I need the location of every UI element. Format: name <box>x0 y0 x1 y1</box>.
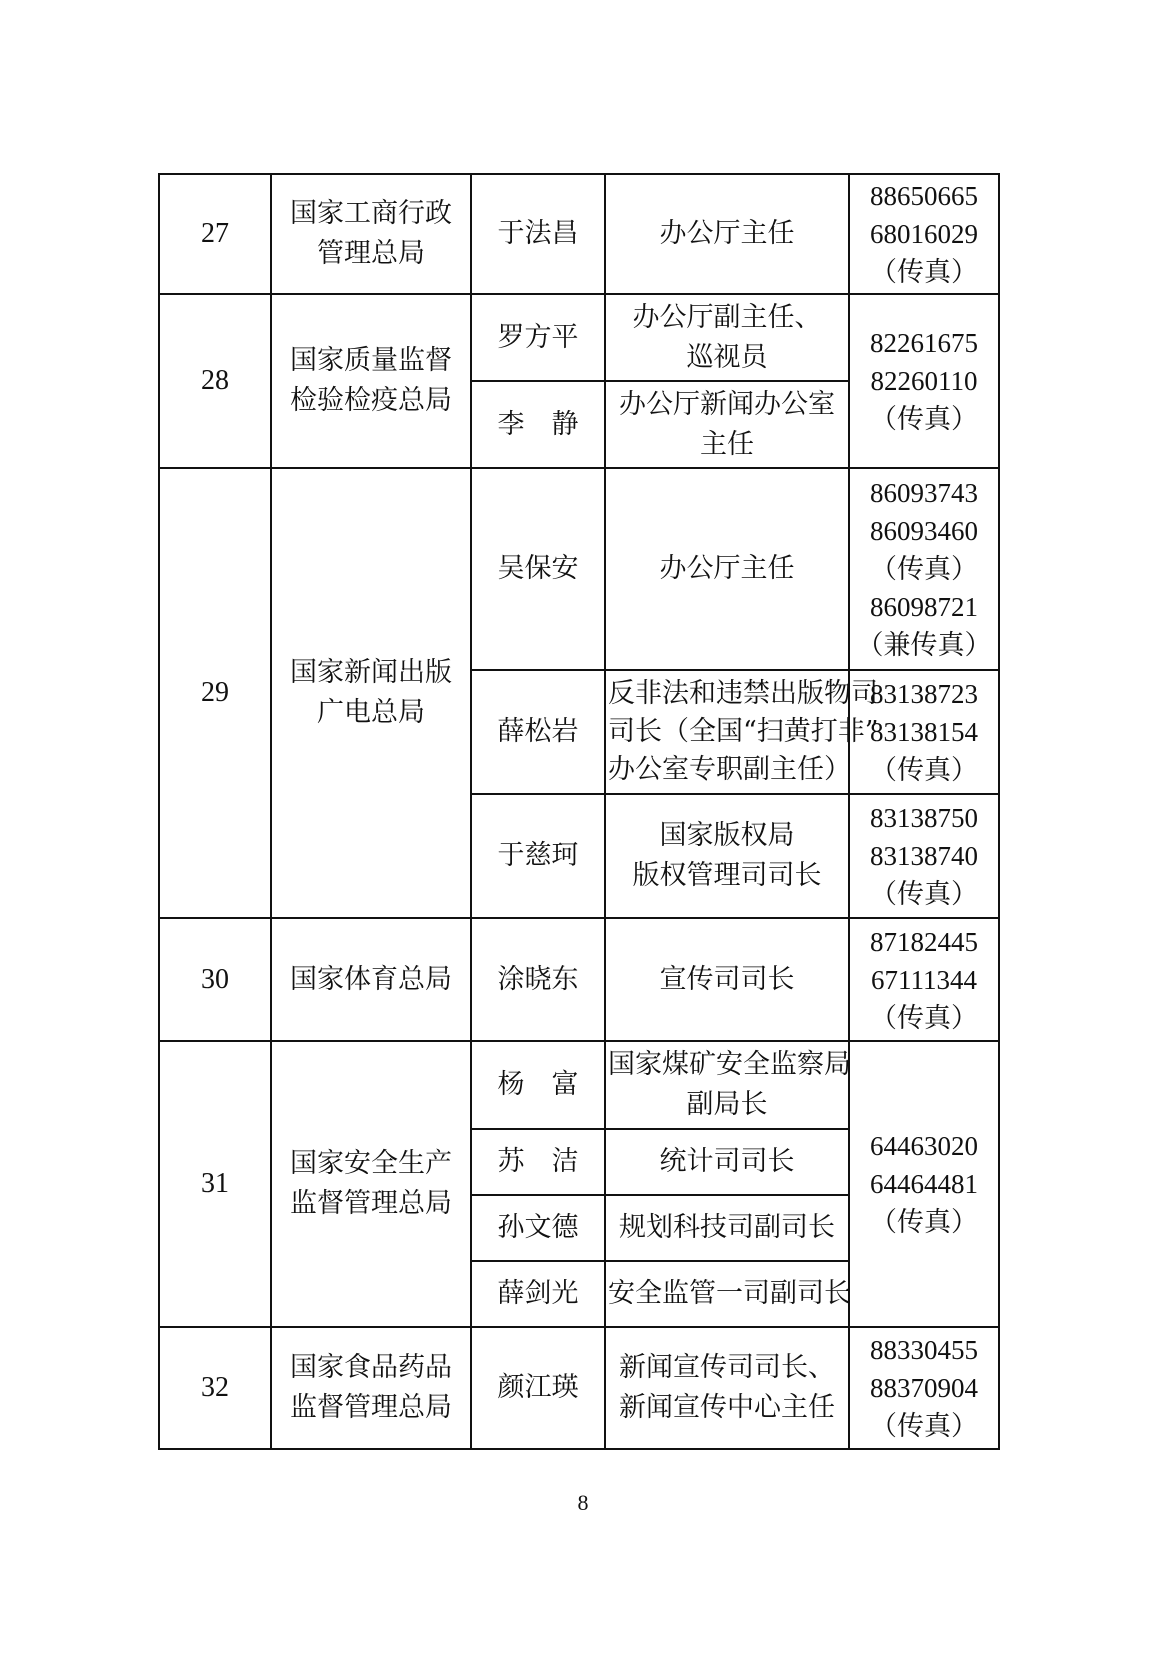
table-row <box>159 918 999 1041</box>
person-name: 于慈珂 <box>471 794 605 918</box>
contact-table <box>158 173 1000 1450</box>
title-line: 统计司司长 <box>659 1146 795 1177</box>
row-number: 32 <box>159 1327 271 1449</box>
person-name: 苏 洁 <box>471 1129 605 1195</box>
title-line: 新闻宣传中心主任 <box>619 1392 835 1423</box>
person-title <box>605 1327 849 1449</box>
phone-cell <box>849 294 999 468</box>
org-name <box>271 174 471 294</box>
phone-line: 83138740 <box>870 841 978 871</box>
phone-note: （传真） <box>870 879 978 909</box>
org-line: 国家工商行政 <box>290 198 452 229</box>
org-name <box>271 1041 471 1327</box>
org-name <box>271 468 471 918</box>
title-line: 办公室专职副主任） <box>608 754 851 785</box>
person-title <box>605 1195 849 1261</box>
phone-cell <box>849 794 999 918</box>
person-name: 孙文德 <box>471 1195 605 1261</box>
table-row <box>159 1041 999 1129</box>
org-line: 广电总局 <box>317 697 425 728</box>
person-name: 薛剑光 <box>471 1261 605 1327</box>
person-title <box>605 174 849 294</box>
table-row <box>159 468 999 670</box>
person-title <box>605 294 849 381</box>
org-line: 国家质量监督 <box>290 345 452 376</box>
phone-cell <box>849 468 999 670</box>
phone-line: 88330455 <box>870 1335 978 1365</box>
row-number: 29 <box>159 468 271 918</box>
person-name: 杨 富 <box>471 1041 605 1129</box>
person-name: 于法昌 <box>471 174 605 294</box>
title-line: 国家煤矿安全监察局 <box>608 1049 851 1080</box>
table-row <box>159 294 999 381</box>
org-name <box>271 918 471 1041</box>
person-title <box>605 468 849 670</box>
phone-note: （传真） <box>870 1411 978 1441</box>
phone-cell <box>849 670 999 794</box>
title-line: 版权管理司司长 <box>632 860 822 891</box>
org-line: 监督管理总局 <box>290 1392 452 1423</box>
title-line: 办公厅主任 <box>659 553 795 584</box>
phone-line: 67111344 <box>871 964 977 995</box>
title-line: 国家版权局 <box>659 820 795 851</box>
person-title <box>605 381 849 468</box>
title-line: 巡视员 <box>686 341 768 373</box>
person-name: 薛松岩 <box>471 670 605 794</box>
table-row <box>159 174 999 294</box>
org-name <box>271 1327 471 1449</box>
title-line: 司长（全国“扫黄打非” <box>608 716 879 747</box>
phone-line: 83138723 <box>870 679 978 709</box>
person-name: 李 静 <box>471 381 605 468</box>
person-title <box>605 670 879 794</box>
phone-line: 83138154 <box>870 717 978 747</box>
person-name: 吴保安 <box>471 468 605 670</box>
row-number: 30 <box>159 918 271 1041</box>
phone-cell <box>849 918 999 1041</box>
table-row <box>159 1327 999 1449</box>
phone-line: 88370904 <box>870 1373 978 1403</box>
person-title <box>605 1261 849 1327</box>
phone-line: 87182445 <box>870 926 978 957</box>
phone-line: 64464481 <box>870 1169 978 1199</box>
row-number: 27 <box>159 174 271 294</box>
phone-cell <box>849 1327 999 1449</box>
phone-line: 86098721 <box>870 592 978 622</box>
title-line: 宣传司司长 <box>659 963 795 995</box>
title-line: 办公厅新闻办公室 <box>619 388 835 420</box>
phone-line: 88650665 <box>870 181 978 211</box>
phone-line: 82260110 <box>870 366 978 396</box>
row-number: 28 <box>159 294 271 468</box>
title-line: 安全监管一司副司长 <box>608 1278 851 1309</box>
person-title <box>605 1129 849 1195</box>
org-line: 监督管理总局 <box>290 1188 452 1219</box>
phone-note: （传真） <box>870 554 978 584</box>
phone-note: （传真） <box>870 1207 978 1237</box>
row-number: 31 <box>159 1041 271 1327</box>
phone-line: 86093743 <box>870 478 978 508</box>
phone-line: 82261675 <box>870 328 978 358</box>
org-line: 国家体育总局 <box>290 963 452 995</box>
title-line: 主任 <box>700 428 754 460</box>
phone-line: 86093460 <box>870 516 978 546</box>
phone-note: （兼传真） <box>856 630 992 660</box>
page-number: 8 <box>577 1490 589 1515</box>
org-line: 管理总局 <box>317 238 425 269</box>
org-line: 国家新闻出版 <box>290 657 452 688</box>
phone-line: 64463020 <box>870 1131 978 1161</box>
person-title <box>605 794 849 918</box>
phone-note: （传真） <box>870 404 978 434</box>
phone-note: （传真） <box>870 257 978 287</box>
person-name: 颜江瑛 <box>471 1327 605 1449</box>
phone-cell <box>849 1041 999 1327</box>
person-name: 罗方平 <box>471 294 605 381</box>
org-line: 国家食品药品 <box>290 1352 452 1383</box>
title-line: 新闻宣传司司长、 <box>619 1352 835 1383</box>
org-line: 检验检疫总局 <box>290 385 452 416</box>
phone-note: （传真） <box>870 1002 978 1033</box>
title-line: 规划科技司副司长 <box>619 1212 835 1243</box>
phone-note: （传真） <box>870 755 978 785</box>
phone-line: 68016029 <box>870 219 978 249</box>
title-line: 副局长 <box>686 1089 768 1120</box>
person-title <box>605 918 849 1041</box>
person-title <box>605 1041 849 1129</box>
org-line: 国家安全生产 <box>290 1148 452 1179</box>
person-name: 涂晓东 <box>471 918 605 1041</box>
title-line: 反非法和违禁出版物司 <box>608 678 878 709</box>
org-name <box>271 294 471 468</box>
phone-cell <box>849 174 999 294</box>
phone-line: 83138750 <box>870 803 978 833</box>
title-line: 办公厅主任 <box>659 218 795 249</box>
title-line: 办公厅副主任、 <box>632 301 822 333</box>
